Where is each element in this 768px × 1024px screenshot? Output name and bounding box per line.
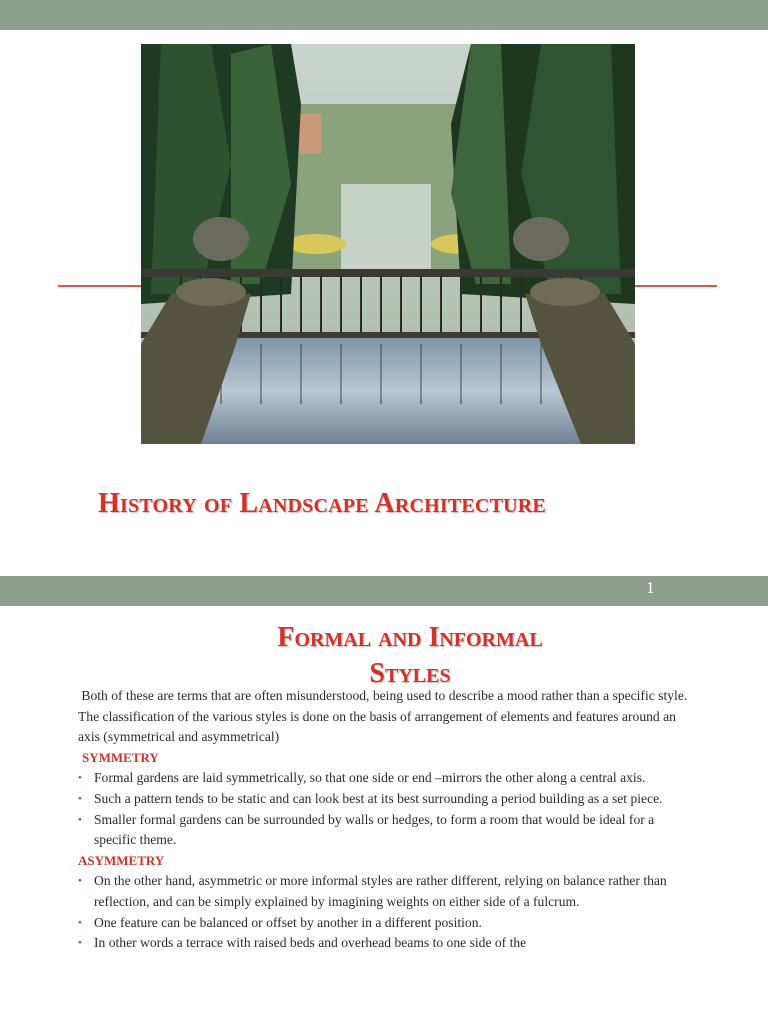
garden-photo — [141, 44, 635, 444]
bullet-item: • On the other hand, asymmetric or more informal styles are rather different, relying on balance rather than reflection, and can be simply explained by imagining weights on either side of a fulcrum. — [78, 871, 688, 912]
symmetry-heading: SYMMETRY — [82, 749, 159, 765]
section-title — [160, 620, 660, 692]
section-title-line-1: Formal and Informal — [277, 622, 543, 653]
top-band — [0, 0, 768, 30]
decorative-rule-right — [634, 285, 717, 287]
bullet-item: • Such a pattern tends to be static and can look best at its best surrounding a period building as a set piece. — [78, 789, 688, 810]
bullet-item: • Smaller formal gardens can be surrounded by walls or hedges, to form a room that would be ideal for a specific theme. — [78, 810, 688, 851]
intro-paragraph: The classification of the various styles is done on the basis of arrangement of elements and features around an axis (symmetrical and asymmetrical) — [78, 708, 676, 745]
page-number: 1 — [646, 578, 655, 597]
bullet-item: • Formal gardens are laid symmetrically, so that one side or end –mirrors the other along a central axis. — [78, 768, 688, 789]
asymmetry-heading: ASYMMETRY — [78, 852, 165, 868]
bullet-item: • One feature can be balanced or offset by another in a different position. — [78, 913, 688, 934]
slide-title: History of Landscape Architecture — [98, 488, 546, 519]
asymmetry-bullets — [78, 871, 688, 953]
bullet-item: • In other words a terrace with raised beds and overhead beams to one side of the — [78, 933, 688, 954]
slide-body — [78, 686, 688, 954]
decorative-rule-left — [58, 285, 142, 287]
section-title-line-2: Styles — [369, 658, 451, 689]
symmetry-bullets — [78, 768, 688, 850]
intro-paragraph: Both of these are terms that are often misunderstood, being used to describe a mood rather than a specific style. — [78, 688, 688, 703]
